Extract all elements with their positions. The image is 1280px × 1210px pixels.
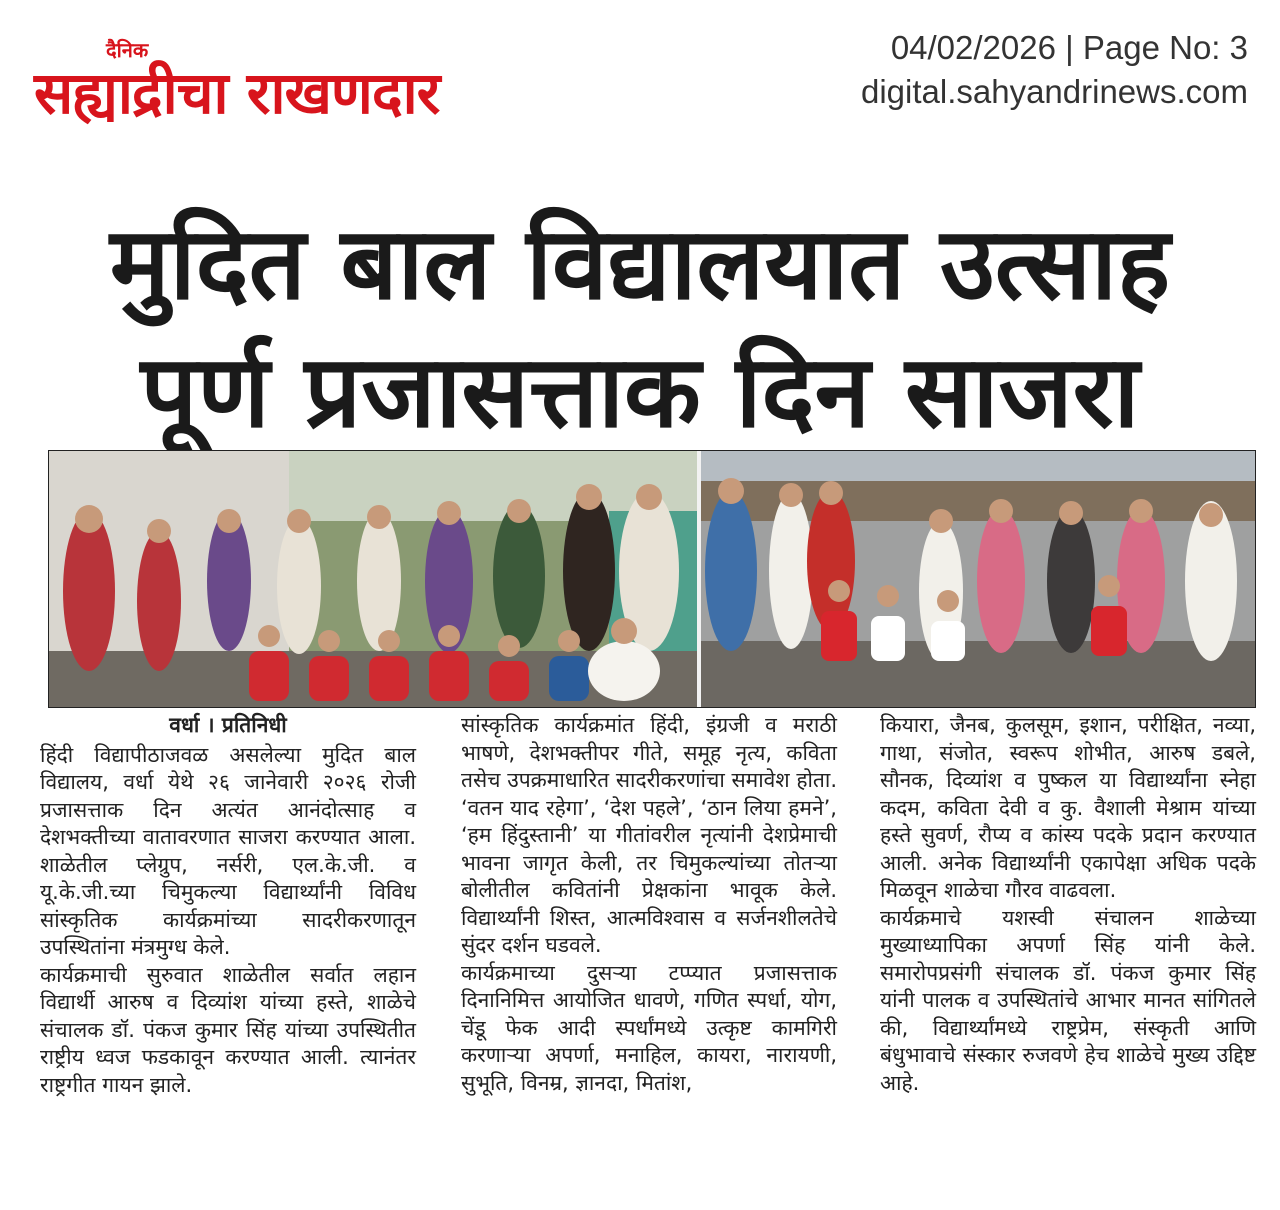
article-paragraph: कार्यक्रमाची सुरुवात शाळेतील सर्वात लहान विद्यार्थी आरुष व दिव्यांश यांच्या हस्ते, शाळेचे संचालक डॉ. पंकज कुमार सिंह यांच्या उपस्थितीत राष्ट्रीय ध्वज फडकावून करण्यात आली. त्यानंतर राष्ट्रगीत गायन झाले.: [40, 962, 416, 1097]
headline-line1: मुदित बाल विद्यालयात उत्साह: [109, 205, 1171, 322]
article-column-2: [461, 712, 837, 1097]
article-paragraph: सांस्कृतिक कार्यक्रमांत हिंदी, इंग्रजी व मराठी भाषणे, देशभक्तीपर गीते, समूह नृत्य, कविता तसेच उपक्रमाधारित सादरीकरणांचा समावेश होता. ‘वतन याद रहेगा’, ‘देश पहले’, ‘ठान लिया हमने’, ‘हम हिंदुस्तानी’ या गीतांवरील नृत्यांनी देशप्रेमाची भावना जागृत केली, तर चिमुकल्यांच्या तोतऱ्या बोलीतील कवितांनी प्रेक्षकांना भावूक केले. विद्यार्थ्यांनी शिस्त, आत्मविश्वास व सर्जनशीलतेचे सुंदर दर्शन घडवले.: [461, 713, 837, 957]
headline: [0, 200, 1280, 456]
article-paragraph: कियारा, जैनब, कुलसूम, इशान, परीक्षित, नव्या, गाथा, संजोत, स्वरूप शोभीत, आरुष डबले, सौनक, दिव्यांश व पुष्कल या विद्यार्थ्यांना स्नेहा कदम, कविता देवी व कु. वैशाली मेश्राम यांच्या हस्ते सुवर्ण, रौप्य व कांस्य पदके प्रदान करण्यात आली. अनेक विद्यार्थ्यांनी एकापेक्षा अधिक पदके मिळवून शाळेचा गौरव वाढवला.: [880, 713, 1256, 902]
masthead: [30, 30, 690, 130]
website-link[interactable]: digital.sahyandrinews.com: [860, 73, 1248, 110]
masthead-title: सह्याद्रीचा राखणदार: [34, 59, 440, 127]
group-photo-icon: [701, 451, 1255, 707]
headline-line2: पूर्ण प्रजासत्ताक दिन साजरा: [140, 333, 1140, 450]
article-paragraph: कार्यक्रमाचे यशस्वी संचालन शाळेच्या मुख्याध्यापिका अपर्णा सिंह यांनी केले. समारोपप्रसंगी संचालक डॉ. पंकज कुमार सिंह यांनी पालक व उपस्थितांचे आभार मानत सांगितले की, विद्यार्थ्यांमध्ये राष्ट्रप्रेम, संस्कृती आणि बंधुभावाचे संस्कार रुजवणे हेच शाळेचे मुख्य उद्दिष्ट आहे.: [880, 905, 1256, 1095]
date-page: 04/02/2026 | Page No: 3: [890, 29, 1248, 66]
article-paragraph: कार्यक्रमाच्या दुसऱ्या टप्प्यात प्रजासत्ताक दिनानिमित्त आयोजित धावणे, गणित स्पर्धा, योग, चेंडू फेक आदी स्पर्धांमध्ये उत्कृष्ट कामगिरी करणाऱ्या अपर्णा, मनाहिल, कायरा, नारायणी, सुभूति, विनम्र, ज्ञानदा, मितांश,: [461, 960, 837, 1095]
masthead-small: दैनिक: [106, 38, 149, 62]
article-paragraph: हिंदी विद्यापीठाजवळ असलेल्या मुदित बाल विद्यालय, वर्धा येथे २६ जानेवारी २०२६ रोजी प्रजासत्ताक दिन अत्यंत आनंदोत्साह व देशभक्तीच्या वातावरणात साजरा करण्यात आला. शाळेतील प्लेग्रुप, नर्सरी, एल.के.जी. व यू.के.जी.च्या चिमुकल्या विद्यार्थ्यांनी विविध सांस्कृतिक कार्यक्रमांच्या सादरीकरणातून उपस्थितांना मंत्रमुग्ध केले.: [40, 742, 416, 959]
group-photo-icon: [49, 451, 697, 707]
dateline: [861, 26, 1248, 114]
article-column-1: [40, 712, 416, 1099]
article-column-3: [880, 712, 1256, 1097]
byline: वर्धा । प्रतिनिधी: [169, 713, 287, 737]
photo-strip: [48, 450, 1256, 708]
